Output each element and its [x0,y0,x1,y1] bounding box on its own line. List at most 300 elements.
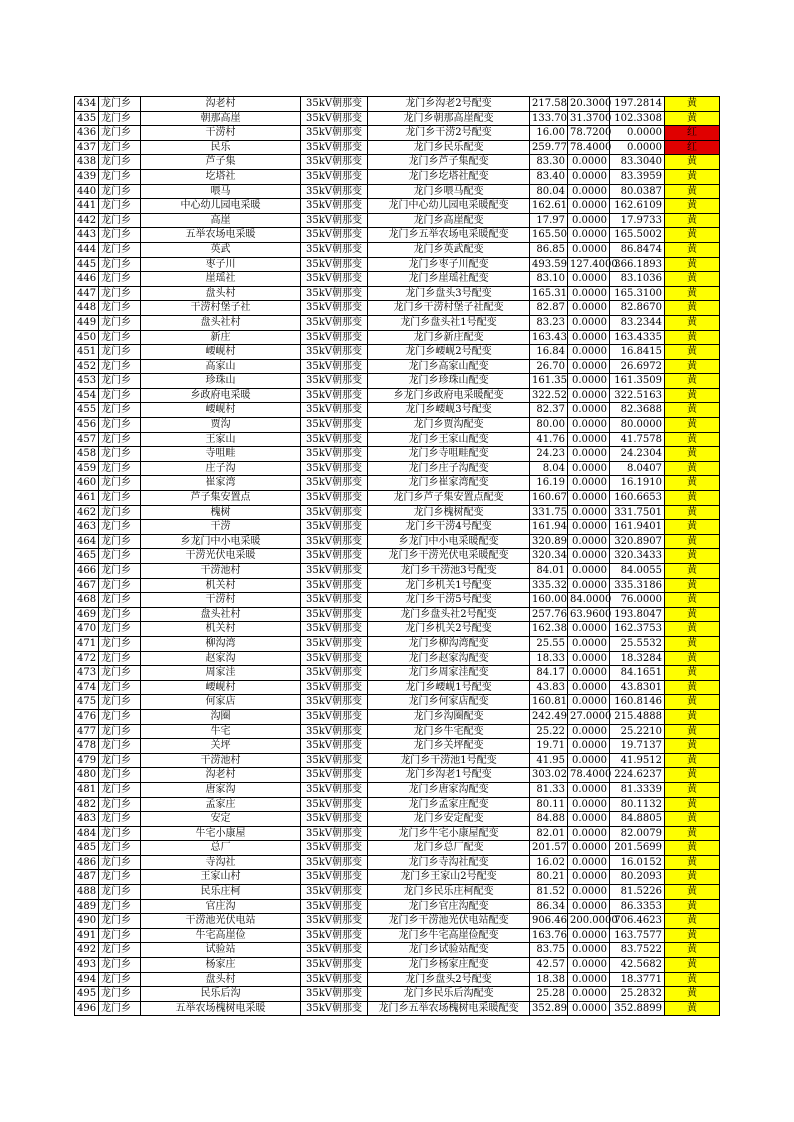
available-capacity-cell: 80.0000 [610,418,665,433]
township-cell: 龙门乡 [99,447,141,462]
substation-cell: 35kV朝那变 [301,972,368,987]
used-capacity-cell: 0.0000 [568,899,610,914]
used-capacity-cell: 0.0000 [568,461,610,476]
capacity-cell: 84.01 [530,564,568,579]
table-row [75,447,720,462]
table-row [75,899,720,914]
capacity-cell: 82.01 [530,826,568,841]
village-cell: 珍珠山 [141,374,301,389]
capacity-cell: 133.70 [530,111,568,126]
index-cell: 453 [75,374,99,389]
township-cell: 龙门乡 [99,549,141,564]
transformer-cell: 龙门乡安定配变 [368,812,530,827]
used-capacity-cell: 0.0000 [568,476,610,491]
used-capacity-cell: 20.3000 [568,97,610,112]
table-row [75,651,720,666]
capacity-cell: 162.38 [530,622,568,637]
index-cell: 438 [75,155,99,170]
table-row [75,928,720,943]
available-capacity-cell: 8.0407 [610,461,665,476]
village-cell: 干涝 [141,520,301,535]
substation-cell: 35kV朝那变 [301,812,368,827]
table-row [75,359,720,374]
substation-cell: 35kV朝那变 [301,476,368,491]
capacity-cell: 162.61 [530,199,568,214]
transformer-cell: 龙门乡五举农场电采暖配变 [368,228,530,243]
table-row [75,943,720,958]
capacity-cell: 19.71 [530,739,568,754]
table-row [75,914,720,929]
available-capacity-cell: 322.5163 [610,388,665,403]
status-cell: 黄 [665,826,720,841]
township-cell: 龙门乡 [99,286,141,301]
index-cell: 458 [75,447,99,462]
transformer-cell: 龙门乡民乐庄柯配变 [368,885,530,900]
capacity-cell: 83.10 [530,272,568,287]
capacity-cell: 217.58 [530,97,568,112]
substation-cell: 35kV朝那变 [301,359,368,374]
transformer-cell: 龙门乡干涝4号配变 [368,520,530,535]
substation-cell: 35kV朝那变 [301,111,368,126]
index-cell: 481 [75,782,99,797]
table-row [75,169,720,184]
available-capacity-cell: 197.2814 [610,97,665,112]
used-capacity-cell: 0.0000 [568,520,610,535]
substation-cell: 35kV朝那变 [301,169,368,184]
township-cell: 龙门乡 [99,330,141,345]
index-cell: 474 [75,680,99,695]
township-cell: 龙门乡 [99,564,141,579]
index-cell: 471 [75,636,99,651]
status-cell: 黄 [665,782,720,797]
substation-cell: 35kV朝那变 [301,301,368,316]
substation-cell: 35kV朝那变 [301,388,368,403]
village-cell: 机关村 [141,622,301,637]
index-cell: 445 [75,257,99,272]
capacity-cell: 161.94 [530,520,568,535]
status-cell: 黄 [665,242,720,257]
township-cell: 龙门乡 [99,651,141,666]
substation-cell: 35kV朝那变 [301,987,368,1002]
index-cell: 450 [75,330,99,345]
substation-cell: 35kV朝那变 [301,257,368,272]
transformer-cell: 龙门乡崾岘3号配变 [368,403,530,418]
village-cell: 唐家沟 [141,782,301,797]
substation-cell: 35kV朝那变 [301,724,368,739]
index-cell: 482 [75,797,99,812]
status-cell: 黄 [665,651,720,666]
township-cell: 龙门乡 [99,184,141,199]
substation-cell: 35kV朝那变 [301,870,368,885]
used-capacity-cell: 0.0000 [568,680,610,695]
table-row [75,622,720,637]
table-row [75,987,720,1002]
village-cell: 高崖 [141,213,301,228]
capacity-cell: 24.23 [530,447,568,462]
township-cell: 龙门乡 [99,111,141,126]
capacity-cell: 163.76 [530,928,568,943]
township-cell: 龙门乡 [99,695,141,710]
status-cell: 黄 [665,987,720,1002]
township-cell: 龙门乡 [99,972,141,987]
township-cell: 龙门乡 [99,928,141,943]
index-cell: 456 [75,418,99,433]
township-cell: 龙门乡 [99,359,141,374]
status-cell: 黄 [665,447,720,462]
transformer-cell: 龙门乡高崖配变 [368,213,530,228]
available-capacity-cell: 80.2093 [610,870,665,885]
village-cell: 干涝光伏电采暖 [141,549,301,564]
status-cell: 黄 [665,432,720,447]
township-cell: 龙门乡 [99,199,141,214]
village-cell: 干涝池村 [141,564,301,579]
transformer-cell: 龙门乡唐家沟配变 [368,782,530,797]
used-capacity-cell: 0.0000 [568,797,610,812]
table-row [75,213,720,228]
township-cell: 龙门乡 [99,768,141,783]
available-capacity-cell: 83.3040 [610,155,665,170]
capacity-cell: 163.43 [530,330,568,345]
capacity-cell: 8.04 [530,461,568,476]
index-cell: 495 [75,987,99,1002]
index-cell: 459 [75,461,99,476]
available-capacity-cell: 86.8474 [610,242,665,257]
available-capacity-cell: 25.5532 [610,636,665,651]
transformer-cell: 龙门乡沟圈配变 [368,709,530,724]
transformer-cell: 龙门乡周家洼配变 [368,666,530,681]
used-capacity-cell: 0.0000 [568,315,610,330]
available-capacity-cell: 41.9512 [610,753,665,768]
used-capacity-cell: 127.4000 [568,257,610,272]
table-row [75,257,720,272]
used-capacity-cell: 0.0000 [568,155,610,170]
used-capacity-cell: 200.0000 [568,914,610,929]
transformer-cell: 龙门乡槐树配变 [368,505,530,520]
available-capacity-cell: 201.5699 [610,841,665,856]
substation-cell: 35kV朝那变 [301,184,368,199]
substation-cell: 35kV朝那变 [301,242,368,257]
township-cell: 龙门乡 [99,242,141,257]
available-capacity-cell: 331.7501 [610,505,665,520]
village-cell: 崔家湾 [141,476,301,491]
status-cell: 黄 [665,228,720,243]
transformer-cell: 龙门乡贾沟配变 [368,418,530,433]
transformer-cell: 龙门乡盘头社2号配变 [368,607,530,622]
township-cell: 龙门乡 [99,753,141,768]
available-capacity-cell: 16.0152 [610,855,665,870]
township-cell: 龙门乡 [99,432,141,447]
substation-cell: 35kV朝那变 [301,914,368,929]
table-row [75,184,720,199]
status-cell: 黄 [665,928,720,943]
index-cell: 446 [75,272,99,287]
used-capacity-cell: 0.0000 [568,724,610,739]
capacity-cell: 906.46 [530,914,568,929]
status-cell: 黄 [665,549,720,564]
available-capacity-cell: 81.5226 [610,885,665,900]
village-cell: 新庄 [141,330,301,345]
index-cell: 466 [75,564,99,579]
table-row [75,885,720,900]
index-cell: 463 [75,520,99,535]
village-cell: 柳沟湾 [141,636,301,651]
transformer-cell: 龙门乡圪塔社配变 [368,169,530,184]
table-row [75,534,720,549]
status-cell: 黄 [665,972,720,987]
index-cell: 464 [75,534,99,549]
index-cell: 461 [75,491,99,506]
used-capacity-cell: 0.0000 [568,695,610,710]
index-cell: 448 [75,301,99,316]
available-capacity-cell: 0.0000 [610,126,665,141]
status-cell: 黄 [665,1001,720,1016]
village-cell: 崾岘村 [141,680,301,695]
village-cell: 乡政府电采暖 [141,388,301,403]
village-cell: 干涝村 [141,126,301,141]
transformer-cell: 龙门乡牛宅配变 [368,724,530,739]
transformer-cell: 龙门乡干涝光伏电采暖配变 [368,549,530,564]
transformer-cell: 龙门乡朝那高崖配变 [368,111,530,126]
village-cell: 关坪 [141,739,301,754]
index-cell: 489 [75,899,99,914]
village-cell: 民乐庄柯 [141,885,301,900]
status-cell: 黄 [665,272,720,287]
status-cell: 黄 [665,709,720,724]
index-cell: 491 [75,928,99,943]
substation-cell: 35kV朝那变 [301,695,368,710]
township-cell: 龙门乡 [99,987,141,1002]
used-capacity-cell: 0.0000 [568,1001,610,1016]
capacity-cell: 257.76 [530,607,568,622]
table-row [75,680,720,695]
township-cell: 龙门乡 [99,126,141,141]
capacity-cell: 322.52 [530,388,568,403]
table-row [75,403,720,418]
capacity-cell: 83.30 [530,155,568,170]
village-cell: 庄子沟 [141,461,301,476]
village-cell: 崾岘村 [141,345,301,360]
used-capacity-cell: 0.0000 [568,403,610,418]
substation-cell: 35kV朝那变 [301,272,368,287]
status-cell: 黄 [665,958,720,973]
status-cell: 红 [665,140,720,155]
status-cell: 黄 [665,564,720,579]
used-capacity-cell: 0.0000 [568,447,610,462]
transformer-cell: 龙门乡盘头2号配变 [368,972,530,987]
index-cell: 439 [75,169,99,184]
table-row [75,272,720,287]
table-row [75,345,720,360]
available-capacity-cell: 41.7578 [610,432,665,447]
village-cell: 安定 [141,812,301,827]
index-cell: 468 [75,593,99,608]
table-row [75,461,720,476]
township-cell: 龙门乡 [99,812,141,827]
transformer-cell: 龙门乡干涝池3号配变 [368,564,530,579]
capacity-cell: 16.00 [530,126,568,141]
used-capacity-cell: 0.0000 [568,958,610,973]
available-capacity-cell: 160.8146 [610,695,665,710]
village-cell: 试验站 [141,943,301,958]
used-capacity-cell: 0.0000 [568,549,610,564]
village-cell: 高家山 [141,359,301,374]
used-capacity-cell: 0.0000 [568,242,610,257]
used-capacity-cell: 31.3700 [568,111,610,126]
township-cell: 龙门乡 [99,140,141,155]
capacity-cell: 25.28 [530,987,568,1002]
index-cell: 437 [75,140,99,155]
township-cell: 龙门乡 [99,272,141,287]
available-capacity-cell: 160.6653 [610,491,665,506]
transformer-cell: 龙门乡崾岘1号配变 [368,680,530,695]
township-cell: 龙门乡 [99,1001,141,1016]
transformer-cell: 龙门乡沟老2号配变 [368,97,530,112]
available-capacity-cell: 83.3959 [610,169,665,184]
available-capacity-cell: 320.3433 [610,549,665,564]
available-capacity-cell: 102.3308 [610,111,665,126]
township-cell: 龙门乡 [99,958,141,973]
used-capacity-cell: 0.0000 [568,228,610,243]
table-row [75,709,720,724]
table-row [75,330,720,345]
transformer-cell: 龙门乡干涝村堡子社配变 [368,301,530,316]
transformer-cell: 乡龙门乡政府电采暖配变 [368,388,530,403]
transformer-cell: 龙门乡新庄配变 [368,330,530,345]
status-cell: 黄 [665,388,720,403]
status-cell: 黄 [665,374,720,389]
township-cell: 龙门乡 [99,461,141,476]
capacity-cell: 42.57 [530,958,568,973]
capacity-cell: 16.84 [530,345,568,360]
index-cell: 470 [75,622,99,637]
township-cell: 龙门乡 [99,680,141,695]
table-row [75,97,720,112]
capacity-cell: 43.83 [530,680,568,695]
table-row [75,797,720,812]
available-capacity-cell: 165.5002 [610,228,665,243]
capacity-cell: 352.89 [530,1001,568,1016]
village-cell: 干涝池光伏电站 [141,914,301,929]
village-cell: 槐树 [141,505,301,520]
capacity-cell: 160.81 [530,695,568,710]
used-capacity-cell: 0.0000 [568,330,610,345]
table-row [75,593,720,608]
capacity-cell: 165.31 [530,286,568,301]
index-cell: 493 [75,958,99,973]
transformer-cell: 龙门乡庄子沟配变 [368,461,530,476]
status-cell: 黄 [665,578,720,593]
capacity-cell: 259.77 [530,140,568,155]
used-capacity-cell: 0.0000 [568,505,610,520]
transformer-cell: 龙门中心幼儿园电采暖配变 [368,199,530,214]
status-cell: 黄 [665,169,720,184]
village-cell: 崾岘村 [141,403,301,418]
capacity-cell: 242.49 [530,709,568,724]
used-capacity-cell: 0.0000 [568,666,610,681]
village-cell: 五举农场电采暖 [141,228,301,243]
village-cell: 杨家庄 [141,958,301,973]
used-capacity-cell: 0.0000 [568,928,610,943]
village-cell: 中心幼儿园电采暖 [141,199,301,214]
township-cell: 龙门乡 [99,622,141,637]
substation-cell: 35kV朝那变 [301,826,368,841]
township-cell: 龙门乡 [99,403,141,418]
village-cell: 芦子集 [141,155,301,170]
available-capacity-cell: 83.2344 [610,315,665,330]
table-row [75,870,720,885]
table-row [75,301,720,316]
substation-cell: 35kV朝那变 [301,403,368,418]
table-row [75,374,720,389]
table-row [75,111,720,126]
status-cell: 黄 [665,213,720,228]
transformer-cell: 龙门乡王家山2号配变 [368,870,530,885]
available-capacity-cell: 320.8907 [610,534,665,549]
village-cell: 赵家沟 [141,651,301,666]
table-row [75,126,720,141]
index-cell: 479 [75,753,99,768]
table-row [75,476,720,491]
index-cell: 483 [75,812,99,827]
township-cell: 龙门乡 [99,520,141,535]
used-capacity-cell: 0.0000 [568,841,610,856]
substation-cell: 35kV朝那变 [301,841,368,856]
village-cell: 五举农场槐树电采暖 [141,1001,301,1016]
transformer-cell: 龙门乡崖瑶社配变 [368,272,530,287]
substation-cell: 35kV朝那变 [301,228,368,243]
used-capacity-cell: 0.0000 [568,286,610,301]
available-capacity-cell: 161.3509 [610,374,665,389]
available-capacity-cell: 16.1910 [610,476,665,491]
used-capacity-cell: 0.0000 [568,432,610,447]
available-capacity-cell: 42.5682 [610,958,665,973]
available-capacity-cell: 25.2832 [610,987,665,1002]
used-capacity-cell: 0.0000 [568,782,610,797]
table-row [75,315,720,330]
available-capacity-cell: 25.2210 [610,724,665,739]
status-cell: 黄 [665,199,720,214]
capacity-cell: 160.00 [530,593,568,608]
available-capacity-cell: 224.6237 [610,768,665,783]
transformer-cell: 龙门乡干涝2号配变 [368,126,530,141]
transformer-cell: 龙门乡寺沟社配变 [368,855,530,870]
substation-cell: 35kV朝那变 [301,126,368,141]
status-cell: 黄 [665,461,720,476]
available-capacity-cell: 161.9401 [610,520,665,535]
status-cell: 黄 [665,622,720,637]
used-capacity-cell: 0.0000 [568,374,610,389]
table-row [75,666,720,681]
substation-cell: 35kV朝那变 [301,739,368,754]
used-capacity-cell: 0.0000 [568,578,610,593]
village-cell: 盘头村 [141,972,301,987]
available-capacity-cell: 366.1893 [610,257,665,272]
transformer-cell: 龙门乡柳沟湾配变 [368,636,530,651]
status-cell: 黄 [665,418,720,433]
village-cell: 盘头社村 [141,315,301,330]
township-cell: 龙门乡 [99,388,141,403]
status-cell: 黄 [665,520,720,535]
township-cell: 龙门乡 [99,213,141,228]
index-cell: 490 [75,914,99,929]
transformer-cell: 龙门乡崾岘2号配变 [368,345,530,360]
available-capacity-cell: 26.6972 [610,359,665,374]
substation-cell: 35kV朝那变 [301,549,368,564]
township-cell: 龙门乡 [99,724,141,739]
capacity-cell: 17.97 [530,213,568,228]
index-cell: 460 [75,476,99,491]
status-cell: 黄 [665,695,720,710]
